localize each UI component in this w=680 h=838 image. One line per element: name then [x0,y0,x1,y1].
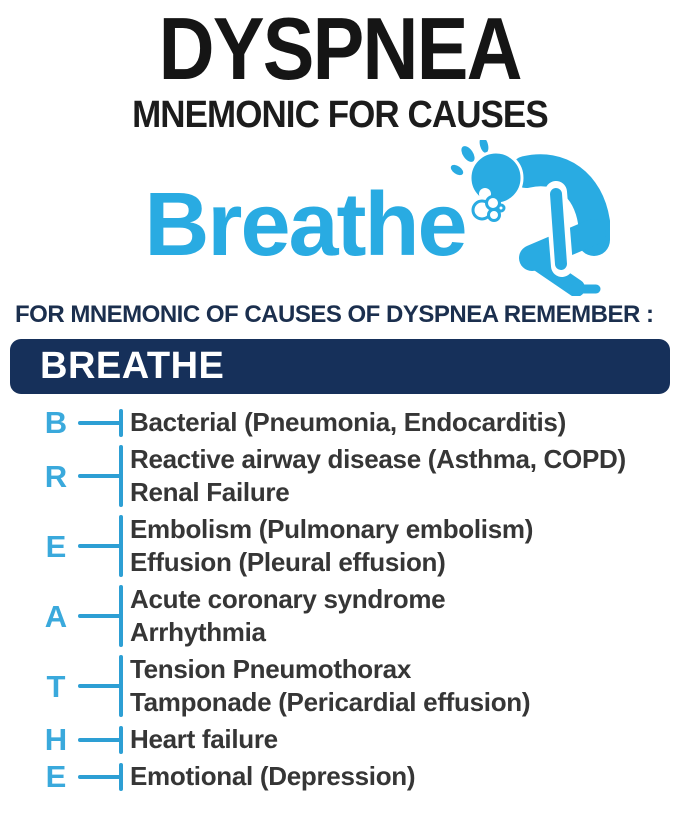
mnemonic-row-a [40,583,680,649]
page-title: DYSPNEA [158,0,522,98]
breathless-person-icon [448,140,626,296]
mnemonic-row-h [40,723,680,756]
v-line [119,445,123,507]
mnemonic-list [0,406,680,793]
header [0,0,680,136]
banner-label: BREATHE [40,345,225,387]
h-line [78,775,121,779]
connector-line [72,760,130,793]
h-line [78,474,121,478]
mnemonic-text: Reactive airway disease (Asthma, COPD) [130,444,626,474]
h-line [78,738,121,742]
connector-line [72,583,130,649]
hero-section [0,136,680,296]
v-line [119,515,123,577]
mnemonic-text: Acute coronary syndrome [130,584,446,614]
hero-word: Breathe [144,175,466,275]
h-line [78,614,121,618]
h-line [78,421,121,425]
connector-line [72,653,130,719]
mnemonic-letter: R [44,458,68,494]
mnemonic-text: Arrhythmia [130,617,266,647]
mnemonic-text: Emotional (Depression) [130,761,416,791]
page-subtitle: MNEMONIC FOR CAUSES [132,94,548,136]
mnemonic-row-t [40,653,680,719]
mnemonic-letter: B [44,405,68,440]
v-line [119,726,123,754]
mnemonic-text: Embolism (Pulmonary embolism) [130,514,534,544]
mnemonic-text: Bacterial (Pneumonia, Endocarditis) [130,407,566,437]
mnemonic-text: Tamponade (Pericardial effusion) [130,687,531,717]
v-line [119,655,123,717]
connector-line [72,723,130,756]
mnemonic-row-b [40,406,680,439]
mnemonic-letter: A [44,598,68,634]
mnemonic-text: Heart failure [130,724,278,754]
v-line [119,409,123,437]
mnemonic-letter: E [45,759,67,794]
connector-line [72,406,130,439]
intro-text: FOR MNEMONIC OF CAUSES OF DYSPNEA REMEMBER : [15,301,654,328]
mnemonic-letter: T [46,668,66,704]
v-line [119,585,123,647]
connector-line [72,513,130,579]
mnemonic-row-r [40,443,680,509]
h-line [78,544,121,548]
breathe-banner [10,339,670,394]
h-line [78,684,121,688]
mnemonic-text: Renal Failure [130,477,290,507]
mnemonic-text: Effusion (Pleural effusion) [130,547,446,577]
v-line [119,763,123,791]
mnemonic-letter: H [44,722,68,757]
breath-puff-icon [473,197,504,221]
connector-line [72,443,130,509]
figure-arm [556,194,561,264]
mnemonic-row-e2 [40,760,680,793]
mnemonic-text: Tension Pneumothorax [130,654,411,684]
mnemonic-letter: E [45,528,67,564]
mnemonic-row-e1 [40,513,680,579]
